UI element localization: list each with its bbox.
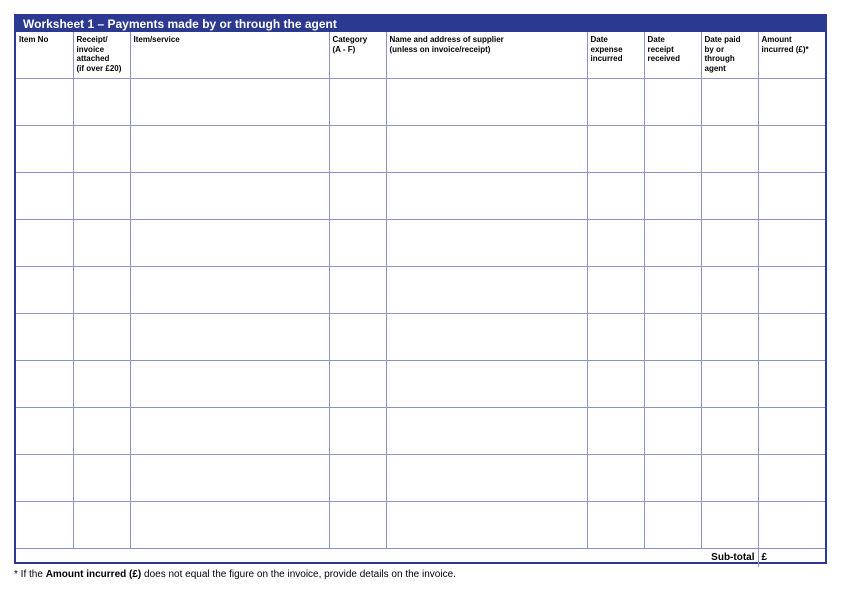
cell-item-service[interactable] <box>130 78 329 125</box>
cell-date-paid[interactable] <box>701 407 758 454</box>
cell-category[interactable] <box>329 266 386 313</box>
cell-date-paid[interactable] <box>701 78 758 125</box>
footnote <box>14 569 456 581</box>
cell-date-incurred[interactable] <box>587 407 644 454</box>
cell-date-incurred[interactable] <box>587 313 644 360</box>
footnote-suffix: does not equal the figure on the invoice, provide details on the invoice. <box>141 569 456 580</box>
cell-receipt-attached[interactable] <box>73 172 130 219</box>
cell-item-no[interactable] <box>16 454 73 501</box>
table-row <box>16 313 825 360</box>
col-header-receipt-attached: Receipt/ invoice attached (if over £20) <box>73 32 130 78</box>
cell-supplier[interactable] <box>386 78 587 125</box>
cell-supplier[interactable] <box>386 313 587 360</box>
cell-amount[interactable] <box>758 78 825 125</box>
subtotal-label: Sub-total <box>16 548 758 567</box>
cell-receipt-attached[interactable] <box>73 266 130 313</box>
cell-date-paid[interactable] <box>701 172 758 219</box>
col-header-date-received: Date receipt received <box>644 32 701 78</box>
cell-item-service[interactable] <box>130 360 329 407</box>
cell-item-no[interactable] <box>16 266 73 313</box>
cell-date-paid[interactable] <box>701 313 758 360</box>
cell-item-no[interactable] <box>16 219 73 266</box>
cell-item-no[interactable] <box>16 172 73 219</box>
cell-date-paid[interactable] <box>701 125 758 172</box>
cell-date-received[interactable] <box>644 313 701 360</box>
cell-supplier[interactable] <box>386 125 587 172</box>
cell-receipt-attached[interactable] <box>73 219 130 266</box>
cell-date-paid[interactable] <box>701 266 758 313</box>
cell-date-incurred[interactable] <box>587 501 644 548</box>
cell-item-service[interactable] <box>130 125 329 172</box>
cell-category[interactable] <box>329 172 386 219</box>
cell-item-no[interactable] <box>16 360 73 407</box>
footnote-prefix: * If the <box>14 569 46 580</box>
cell-date-paid[interactable] <box>701 360 758 407</box>
col-header-item-service: Item/service <box>130 32 329 78</box>
cell-supplier[interactable] <box>386 219 587 266</box>
col-header-item-no: Item No <box>16 32 73 78</box>
cell-category[interactable] <box>329 219 386 266</box>
worksheet-title: Worksheet 1 – Payments made by or through the agent <box>16 16 825 32</box>
cell-receipt-attached[interactable] <box>73 360 130 407</box>
cell-date-incurred[interactable] <box>587 219 644 266</box>
header-row <box>16 32 825 78</box>
cell-date-incurred[interactable] <box>587 78 644 125</box>
col-header-amount: Amount incurred (£)* <box>758 32 825 78</box>
table-row <box>16 125 825 172</box>
table-row <box>16 266 825 313</box>
cell-item-no[interactable] <box>16 407 73 454</box>
cell-item-service[interactable] <box>130 172 329 219</box>
cell-receipt-attached[interactable] <box>73 125 130 172</box>
cell-category[interactable] <box>329 407 386 454</box>
table-row <box>16 501 825 548</box>
cell-supplier[interactable] <box>386 360 587 407</box>
table-row <box>16 360 825 407</box>
cell-date-incurred[interactable] <box>587 125 644 172</box>
cell-amount[interactable] <box>758 360 825 407</box>
payments-table <box>16 32 825 567</box>
cell-date-received[interactable] <box>644 78 701 125</box>
table-row <box>16 78 825 125</box>
cell-category[interactable] <box>329 313 386 360</box>
cell-amount[interactable] <box>758 172 825 219</box>
cell-amount[interactable] <box>758 501 825 548</box>
cell-item-service[interactable] <box>130 454 329 501</box>
col-header-date-paid: Date paid by or through agent <box>701 32 758 78</box>
table-row <box>16 219 825 266</box>
table-row <box>16 407 825 454</box>
footnote-bold: Amount incurred (£) <box>45 569 142 580</box>
table-row <box>16 172 825 219</box>
worksheet-frame <box>14 14 827 564</box>
cell-supplier[interactable] <box>386 172 587 219</box>
cell-item-service[interactable] <box>130 219 329 266</box>
cell-date-incurred[interactable] <box>587 454 644 501</box>
cell-date-received[interactable] <box>644 172 701 219</box>
cell-supplier[interactable] <box>386 407 587 454</box>
cell-category[interactable] <box>329 125 386 172</box>
cell-date-received[interactable] <box>644 125 701 172</box>
cell-category[interactable] <box>329 501 386 548</box>
cell-date-received[interactable] <box>644 407 701 454</box>
cell-amount[interactable] <box>758 219 825 266</box>
cell-item-service[interactable] <box>130 313 329 360</box>
col-header-supplier: Name and address of supplier (unless on invoice/receipt) <box>386 32 587 78</box>
cell-item-service[interactable] <box>130 266 329 313</box>
cell-date-incurred[interactable] <box>587 266 644 313</box>
cell-amount[interactable] <box>758 454 825 501</box>
subtotal-row <box>16 548 825 567</box>
cell-date-paid[interactable] <box>701 219 758 266</box>
cell-date-paid[interactable] <box>701 501 758 548</box>
col-header-category: Category (A - F) <box>329 32 386 78</box>
cell-date-received[interactable] <box>644 266 701 313</box>
table-row <box>16 454 825 501</box>
cell-item-no[interactable] <box>16 313 73 360</box>
col-header-date-incurred: Date expense incurred <box>587 32 644 78</box>
cell-item-no[interactable] <box>16 125 73 172</box>
cell-item-no[interactable] <box>16 78 73 125</box>
cell-date-incurred[interactable] <box>587 360 644 407</box>
cell-date-incurred[interactable] <box>587 172 644 219</box>
cell-item-no[interactable] <box>16 501 73 548</box>
cell-date-received[interactable] <box>644 360 701 407</box>
subtotal-amount-field[interactable]: £ <box>758 548 825 567</box>
cell-date-paid[interactable] <box>701 454 758 501</box>
cell-receipt-attached[interactable] <box>73 407 130 454</box>
cell-receipt-attached[interactable] <box>73 78 130 125</box>
cell-supplier[interactable] <box>386 266 587 313</box>
cell-amount[interactable] <box>758 125 825 172</box>
cell-category[interactable] <box>329 454 386 501</box>
cell-amount[interactable] <box>758 313 825 360</box>
cell-date-received[interactable] <box>644 501 701 548</box>
cell-item-service[interactable] <box>130 501 329 548</box>
cell-item-service[interactable] <box>130 407 329 454</box>
cell-supplier[interactable] <box>386 501 587 548</box>
cell-receipt-attached[interactable] <box>73 501 130 548</box>
cell-amount[interactable] <box>758 407 825 454</box>
cell-category[interactable] <box>329 360 386 407</box>
cell-supplier[interactable] <box>386 454 587 501</box>
cell-date-received[interactable] <box>644 219 701 266</box>
cell-amount[interactable] <box>758 266 825 313</box>
cell-receipt-attached[interactable] <box>73 313 130 360</box>
cell-receipt-attached[interactable] <box>73 454 130 501</box>
cell-category[interactable] <box>329 78 386 125</box>
cell-date-received[interactable] <box>644 454 701 501</box>
